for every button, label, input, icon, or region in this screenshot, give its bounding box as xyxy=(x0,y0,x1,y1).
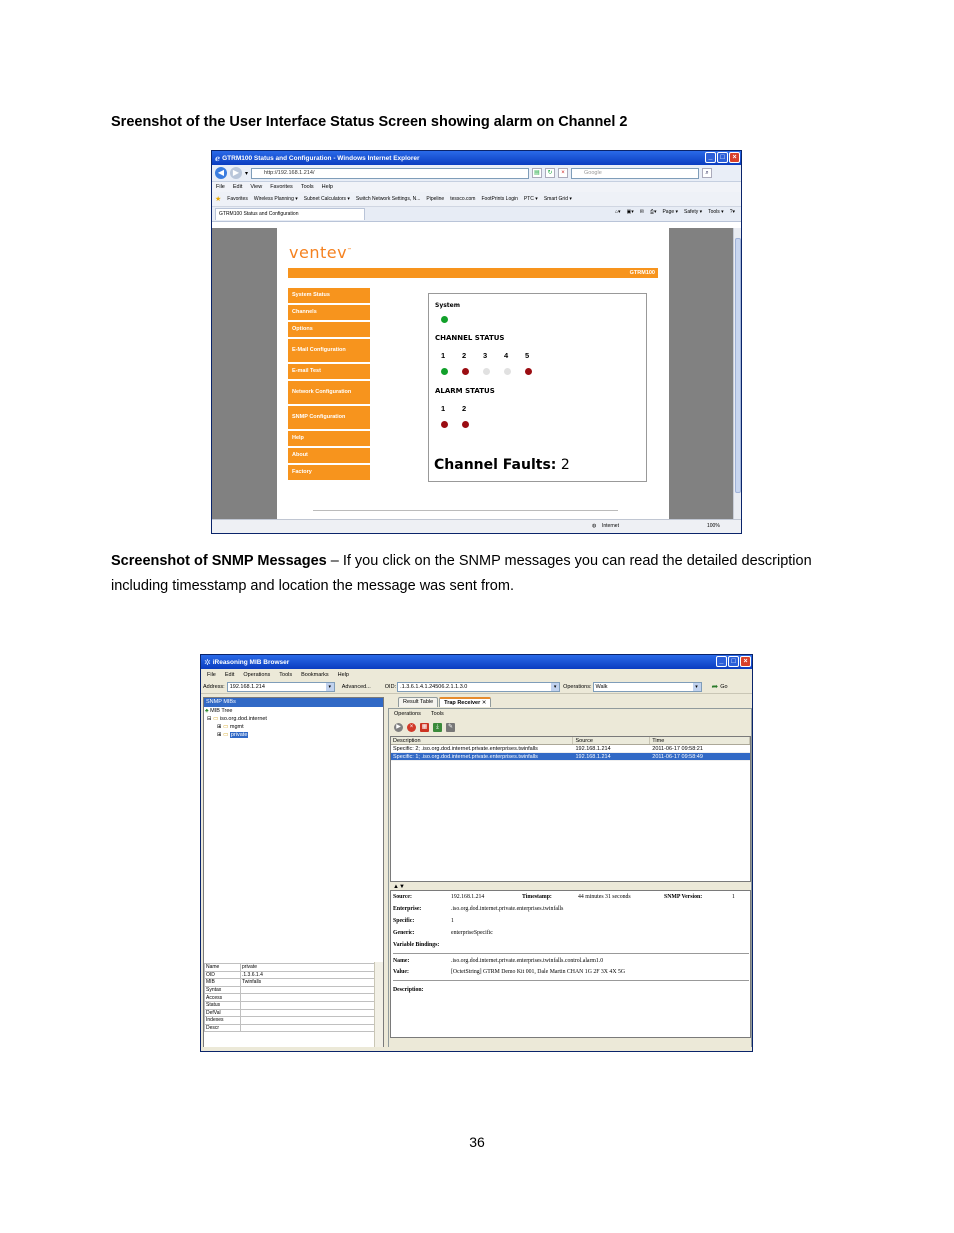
tree-mgmt-label: mgmt xyxy=(229,724,244,730)
detail-divider xyxy=(393,953,749,954)
folder-icon: ▭ xyxy=(213,716,219,722)
trap-source: 192.168.1.214 xyxy=(575,746,611,752)
tab-trap-receiver[interactable] xyxy=(439,697,491,707)
go-button[interactable]: Go xyxy=(720,683,728,690)
maximize-button[interactable]: □ xyxy=(717,152,728,163)
tree-mgmt[interactable] xyxy=(217,724,244,731)
detail-divider xyxy=(393,980,749,981)
detail-version: 1 xyxy=(732,894,735,900)
alarm-status-label: ALARM STATUS xyxy=(435,387,495,395)
channel-number: 5 xyxy=(525,351,530,360)
trademark-icon: ™ xyxy=(347,247,353,254)
property-key: Access xyxy=(205,994,241,1002)
trap-panel xyxy=(388,708,752,1049)
zone-label: Internet xyxy=(602,523,619,529)
property-key: Status xyxy=(205,1001,241,1009)
mib-title-bar xyxy=(201,655,752,669)
ie-address-row xyxy=(212,165,741,182)
channel-faults xyxy=(434,457,570,473)
tab-trap-receiver-label: Trap Receiver xyxy=(444,700,481,706)
property-row xyxy=(205,964,375,972)
detail-timestamp: 44 minutes 31 seconds xyxy=(578,894,631,900)
channel-1-status-dot xyxy=(441,368,448,375)
caption-snmp-text: – If you click on the SNMP messages you can read the detailed description including timesstamp and location the message was sent from. xyxy=(111,553,812,594)
nav-item-label: About xyxy=(292,452,308,458)
property-value: Twinfalls xyxy=(241,979,375,987)
caption-snmp xyxy=(111,549,851,599)
mib-browser-screenshot xyxy=(200,654,753,1052)
mib-menu-help[interactable]: Help xyxy=(337,671,349,678)
operations-dropdown-icon[interactable]: ▾ xyxy=(693,683,701,691)
detail-specific-label: Specific: xyxy=(393,918,415,924)
channel-2-status-dot xyxy=(462,368,469,375)
folder-icon: ▭ xyxy=(223,732,229,738)
search-input[interactable]: Google xyxy=(571,168,699,179)
start-icon[interactable]: ▶ xyxy=(394,723,403,732)
property-row xyxy=(205,1024,375,1032)
property-key: MIB xyxy=(205,979,241,987)
splitter-arrows-icon[interactable]: ▲▼ xyxy=(393,884,405,890)
property-key: Name xyxy=(205,964,241,972)
property-value: .1.3.6.1.4 xyxy=(241,971,375,979)
mib-menu-bookmarks[interactable]: Bookmarks xyxy=(301,671,329,678)
oid-label: OID: xyxy=(384,683,397,690)
mib-tree-pane xyxy=(203,697,384,1049)
col-description[interactable]: Description xyxy=(391,737,573,744)
menu-file[interactable]: File xyxy=(216,184,225,190)
go-arrow-icon[interactable]: ➦ xyxy=(711,682,719,691)
nav-item-about[interactable] xyxy=(288,448,370,465)
mib-maximize-button[interactable]: □ xyxy=(728,656,739,667)
detail-generic-label: Generic: xyxy=(393,930,415,936)
close-button[interactable]: × xyxy=(729,152,740,163)
faults-label: Channel Faults: xyxy=(434,457,557,473)
operations-label: Operations: xyxy=(563,683,592,690)
channel-number: 2 xyxy=(462,351,467,360)
property-row xyxy=(205,994,375,1002)
property-key: Descr xyxy=(205,1024,241,1032)
alarm-1-status-dot xyxy=(441,421,448,428)
nav-item-snmp-configuration[interactable] xyxy=(288,406,370,431)
oid-value: .1.3.6.1.4.1.24506.2.1.1.3.0 xyxy=(400,683,468,690)
address-label: Address: xyxy=(203,683,225,690)
menu-view[interactable]: View xyxy=(250,184,263,190)
ie-title-bar xyxy=(212,151,741,165)
ie-status-bar xyxy=(212,519,742,533)
fav-tessco[interactable]: tessco.com xyxy=(450,196,476,202)
nav-item-label: Factory xyxy=(292,469,312,475)
property-row xyxy=(205,1001,375,1009)
ie-scrollbar[interactable] xyxy=(733,228,741,520)
history-dropdown-icon[interactable]: ▾ xyxy=(245,170,249,177)
property-value xyxy=(241,1001,375,1009)
print-icon[interactable]: ⎙▾ xyxy=(649,209,657,215)
fav-pipeline[interactable]: Pipeline xyxy=(426,196,445,202)
fav-smart-grid[interactable]: Smart Grid ▾ xyxy=(543,196,572,202)
tab-result-table[interactable]: Result Table xyxy=(398,697,438,707)
detail-name: .iso.org.dod.internet.private.enterprises.twinfalls.control.alarm1.0 xyxy=(451,958,604,964)
channel-4-status-dot xyxy=(504,368,511,375)
ie-tab-active[interactable]: GTRM100 Status and Configuration xyxy=(215,208,365,220)
col-time[interactable]: Time xyxy=(650,737,750,744)
channel-number: 1 xyxy=(441,351,446,360)
alarm-numbers xyxy=(441,404,483,413)
detail-source: 192.168.1.214 xyxy=(451,894,485,900)
favorites-bar xyxy=(212,192,741,207)
menu-tools[interactable]: Tools xyxy=(300,184,314,190)
trap-menu-operations[interactable]: Operations xyxy=(394,711,421,717)
operations-value: Walk xyxy=(595,683,608,690)
property-value xyxy=(241,986,375,994)
property-value xyxy=(241,1009,375,1017)
mib-menu-edit[interactable]: Edit xyxy=(224,671,235,678)
trap-description: Specific: 2; .iso.org.dod.internet.private.enterprises.twinfalls xyxy=(393,746,538,752)
refresh-button[interactable]: ↻ xyxy=(545,168,555,178)
tree-private-label: private xyxy=(230,732,248,738)
tree-internet[interactable] xyxy=(207,716,267,723)
tree-internet-label: iso.org.dod.internet xyxy=(219,716,267,722)
system-label: System xyxy=(435,302,460,309)
cmd-safety[interactable]: Safety ▾ xyxy=(684,209,703,215)
alarm-dots xyxy=(441,421,483,430)
mib-app-icon: ✲ xyxy=(204,657,211,667)
nav-item-label: Help xyxy=(292,435,304,441)
alarm-dot-cell xyxy=(462,421,483,430)
property-row xyxy=(205,971,375,979)
nav-item-e-mail-configuration[interactable] xyxy=(288,339,370,364)
home-icon[interactable]: ⌂▾ xyxy=(614,209,621,215)
channel-dot-cell xyxy=(504,368,525,377)
ie-menu-bar xyxy=(212,182,741,192)
nav-item-options[interactable] xyxy=(288,322,370,339)
ventev-logo xyxy=(289,243,353,262)
mib-window-title: iReasoning MIB Browser xyxy=(212,658,290,666)
cmd-tools[interactable]: Tools ▾ xyxy=(708,209,724,215)
feeds-icon[interactable]: ▣▾ xyxy=(626,209,634,215)
property-key: Syntax xyxy=(205,986,241,994)
nav-item-label: E-mail Test xyxy=(292,368,321,374)
channel-3-status-dot xyxy=(483,368,490,375)
channel-number: 4 xyxy=(504,351,509,360)
property-value xyxy=(241,1024,375,1032)
mail-icon[interactable]: ✉ xyxy=(639,209,644,215)
mib-status-strip xyxy=(201,1047,753,1051)
advanced-button[interactable]: Advanced... xyxy=(341,683,371,690)
system-status-dot xyxy=(441,316,448,323)
close-tab-icon[interactable]: ✕ xyxy=(481,700,487,706)
status-panel xyxy=(428,293,647,482)
property-key: DefVal xyxy=(205,1009,241,1017)
nav-item-label: Channels xyxy=(292,309,317,315)
mib-menu-operations[interactable]: Operations xyxy=(243,671,271,678)
footer-divider xyxy=(313,510,618,511)
zoom-level[interactable]: 100% xyxy=(707,523,720,529)
detail-description-label: Description: xyxy=(393,987,424,993)
channel-5-status-dot xyxy=(525,368,532,375)
oid-dropdown-icon[interactable]: ▾ xyxy=(551,683,559,691)
settings-icon[interactable]: ✎ xyxy=(447,723,454,730)
fav-footprints[interactable]: FootPrints Login xyxy=(481,196,518,202)
alarm-number: 1 xyxy=(441,404,446,413)
trap-menu-tools[interactable]: Tools xyxy=(430,711,444,717)
mib-close-button[interactable]: × xyxy=(740,656,751,667)
detail-enterprise-label: Enterprise: xyxy=(393,906,422,912)
menu-help[interactable]: Help xyxy=(321,184,333,190)
nav-item-label: SNMP Configuration xyxy=(292,414,346,420)
favorites-star-icon: ★ xyxy=(215,196,222,203)
fav-wireless-planning[interactable]: Wireless Planning ▾ xyxy=(253,196,298,202)
expand-icon[interactable]: ⊞ xyxy=(217,724,222,730)
alarm-2-status-dot xyxy=(462,421,469,428)
trap-source: 192.168.1.214 xyxy=(575,754,611,760)
export-icon[interactable]: ⤓ xyxy=(433,723,442,732)
trap-table xyxy=(390,736,751,882)
detail-specific: 1 xyxy=(451,918,454,924)
property-row xyxy=(205,979,375,987)
trap-description: Specific: 1; .iso.org.dod.internet.private.enterprises.twinfalls xyxy=(393,754,538,760)
property-row xyxy=(205,986,375,994)
address-dropdown-icon[interactable]: ▾ xyxy=(326,683,334,691)
trap-receiver-pane xyxy=(388,697,752,1049)
channel-dot-cell xyxy=(483,368,504,377)
oid-input[interactable] xyxy=(397,682,560,692)
ie-page-viewport xyxy=(212,228,734,520)
nav-item-e-mail-test[interactable] xyxy=(288,364,370,381)
delete-icon[interactable]: ▦ xyxy=(421,723,428,730)
property-row xyxy=(205,1009,375,1017)
search-icon[interactable]: ⌕ xyxy=(702,168,712,178)
property-scrollbar[interactable] xyxy=(374,962,383,1048)
cmd-page[interactable]: Page ▾ xyxy=(662,209,679,215)
nav-item-label: E-Mail Configuration xyxy=(292,347,346,353)
ie-window-title: GTRM100 Status and Configuration - Windows Internet Explorer xyxy=(222,154,420,162)
nav-item-label: Network Configuration xyxy=(292,389,352,395)
trap-time: 2011-06-17 09:58:21 xyxy=(652,746,703,752)
detail-source-label: Source: xyxy=(393,894,412,900)
address-value: 192.168.1.214 xyxy=(229,683,265,690)
mib-menu-file[interactable]: File xyxy=(207,671,216,678)
address-bar[interactable]: http://192.168.1.214/ xyxy=(251,168,529,179)
forward-button[interactable]: ▶ xyxy=(230,167,242,179)
nav-item-network-configuration[interactable] xyxy=(288,381,370,406)
property-key: Indexes xyxy=(205,1017,241,1025)
tree-header: SNMP MIBs xyxy=(204,698,383,707)
detail-value: [OctetString] GTRM Demo Kit 001, Dale Martin CHAN 1G 2F 3X 4X 5G xyxy=(451,969,626,975)
channel-dot-cell xyxy=(441,368,462,377)
channel-numbers xyxy=(441,351,546,360)
nav-item-label: System Status xyxy=(292,292,330,298)
fav-ptc[interactable]: PTC ▾ xyxy=(523,196,538,202)
address-input[interactable] xyxy=(227,682,335,692)
property-value: private xyxy=(241,964,375,972)
back-button[interactable]: ◀ xyxy=(215,167,227,179)
property-row xyxy=(205,1017,375,1025)
operations-select[interactable] xyxy=(593,682,702,692)
detail-timestamp-label: Timestamp: xyxy=(522,894,552,900)
tree-root[interactable] xyxy=(205,708,232,715)
faults-value: 2 xyxy=(560,457,570,473)
property-value xyxy=(241,1017,375,1025)
trap-table-header xyxy=(391,737,750,745)
fav-favorites[interactable]: Favorites xyxy=(227,196,248,202)
detail-name-label: Name: xyxy=(393,958,410,964)
property-value xyxy=(241,994,375,1002)
stop-icon[interactable]: × xyxy=(407,723,416,732)
nav-item-channels[interactable] xyxy=(288,305,370,322)
channel-dot-cell xyxy=(525,368,546,377)
detail-enterprise: .iso.org.dod.internet.private.enterprises.twinfalls xyxy=(451,906,564,912)
fav-subnet-calculators[interactable]: Subnet Calculators ▾ xyxy=(303,196,350,202)
trap-time: 2011-06-17 09:58:49 xyxy=(652,754,703,760)
alarm-dot-cell xyxy=(441,421,462,430)
minimize-button[interactable]: _ xyxy=(705,152,716,163)
property-key: OID xyxy=(205,971,241,979)
mib-minimize-button[interactable]: _ xyxy=(716,656,727,667)
fav-switch-network[interactable]: Switch Network Settings, N... xyxy=(355,196,421,202)
ventev-logo-text: ventev xyxy=(289,243,348,262)
detail-bindings-label: Variable Bindings: xyxy=(393,942,440,948)
ie-tab-bar xyxy=(212,207,741,222)
internet-zone-icon: ◍ xyxy=(592,523,597,529)
stop-button[interactable]: × xyxy=(558,168,568,178)
tree-private[interactable] xyxy=(217,732,248,739)
compat-icon[interactable]: ▤ xyxy=(532,168,542,178)
col-source[interactable]: Source xyxy=(573,737,650,744)
nav-menu xyxy=(288,288,370,482)
ventev-page xyxy=(277,228,669,520)
model-banner: GTRM100 xyxy=(288,268,658,278)
channel-dots xyxy=(441,368,546,377)
collapse-icon[interactable]: ⊟ xyxy=(207,716,212,722)
tree-icon: ♣ xyxy=(205,708,209,714)
property-table xyxy=(204,963,375,1032)
expand-icon[interactable]: ⊞ xyxy=(217,732,222,738)
channel-status-label: CHANNEL STATUS xyxy=(435,334,505,342)
trap-row[interactable] xyxy=(391,745,750,753)
caption-snmp-bold: Screenshot of SNMP Messages xyxy=(111,553,327,569)
nav-item-factory[interactable] xyxy=(288,465,370,482)
nav-item-help[interactable] xyxy=(288,431,370,448)
help-icon[interactable]: ?▾ xyxy=(729,209,735,215)
page-number: 36 xyxy=(469,1134,485,1150)
detail-version-label: SNMP Version: xyxy=(664,894,703,900)
detail-generic: enterpriseSpecific xyxy=(451,930,493,936)
menu-favorites[interactable]: Favorites xyxy=(270,184,293,190)
trap-row[interactable] xyxy=(391,753,750,761)
nav-item-system-status[interactable] xyxy=(288,288,370,305)
mib-toolbar xyxy=(201,680,752,694)
mib-menu-tools[interactable]: Tools xyxy=(279,671,293,678)
alarm-number: 2 xyxy=(462,404,467,413)
folder-icon: ▭ xyxy=(223,724,229,730)
tree-root-label: MIB Tree xyxy=(210,708,233,714)
ie-scroll-thumb[interactable] xyxy=(735,238,741,493)
mib-menu-bar xyxy=(201,669,752,680)
ie-logo-icon: ℯ xyxy=(215,153,221,163)
trap-detail xyxy=(390,890,751,1038)
caption-status-screen: Sreenshot of the User Interface Status Screen showing alarm on Channel 2 xyxy=(111,114,628,130)
ie-window-screenshot xyxy=(211,150,742,534)
menu-edit[interactable]: Edit xyxy=(232,184,243,190)
channel-dot-cell xyxy=(462,368,483,377)
detail-value-label: Value: xyxy=(393,969,409,975)
nav-item-label: Options xyxy=(292,326,313,332)
channel-number: 3 xyxy=(483,351,488,360)
